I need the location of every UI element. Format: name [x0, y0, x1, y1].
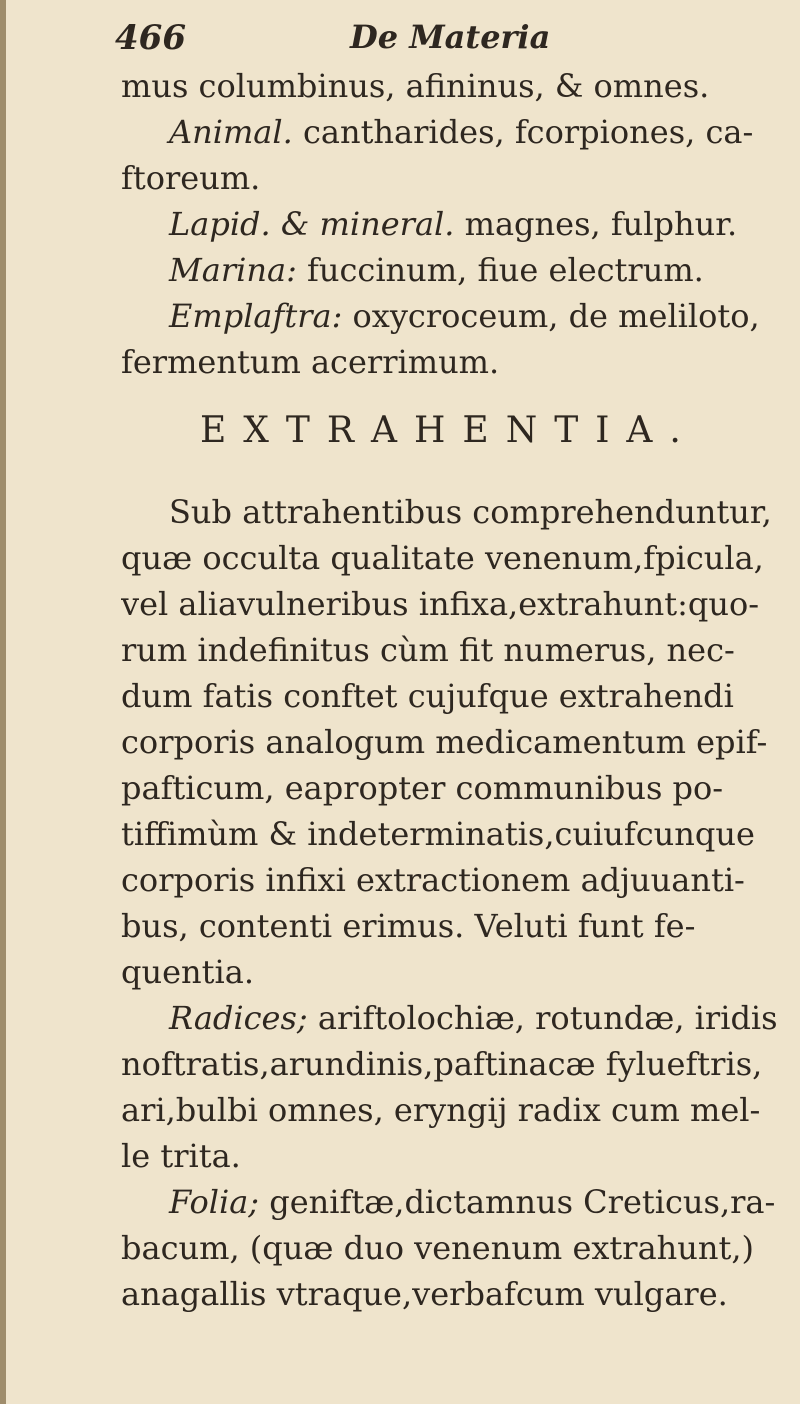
- page-gutter-edge: [0, 0, 6, 1404]
- text-line: [121, 1041, 791, 1087]
- line-text: cantharides, fcorpiones, ca-: [292, 113, 754, 151]
- line-text: ftoreum.: [121, 159, 261, 197]
- line-text: quentia.: [121, 953, 254, 991]
- line-text: bacum, (quæ duo venenum extrahunt,): [121, 1229, 754, 1267]
- text-line: [121, 155, 781, 201]
- line-text: pafticum, eapropter communibus po-: [121, 769, 724, 807]
- text-line: [121, 247, 781, 293]
- text-line: [121, 903, 791, 949]
- text-line: [121, 339, 781, 385]
- text-line: [121, 109, 781, 155]
- text-line: [121, 293, 781, 339]
- text-line: [121, 673, 791, 719]
- line-text: ari,bulbi omnes, eryngij radix cum mel-: [121, 1091, 761, 1129]
- category-label: Lapid. & mineral.: [169, 205, 455, 243]
- text-line: [121, 719, 791, 765]
- line-text: corporis analogum medicamentum epif-: [121, 723, 768, 761]
- text-line: [121, 581, 791, 627]
- category-label: Radices;: [169, 999, 308, 1037]
- line-text: oxycroceum, de meliloto,: [342, 297, 760, 335]
- line-text: ariftolochiæ, rotundæ, iridis: [307, 999, 778, 1037]
- category-label: Folia;: [169, 1183, 260, 1221]
- line-text: Sub attrahentibus comprehenduntur,: [169, 493, 772, 531]
- text-line: [121, 63, 781, 109]
- line-text: corporis infixi extractionem adjuuanti-: [121, 861, 745, 899]
- text-line: [121, 1133, 791, 1179]
- page-header: [115, 8, 715, 64]
- text-line: [121, 1271, 791, 1317]
- running-title: De Materia: [350, 18, 551, 56]
- extrahentia-text: [121, 489, 791, 1317]
- line-text: tiffimùm & indeterminatis,cuiufcunque: [121, 815, 755, 853]
- text-line: [121, 1225, 791, 1271]
- text-line: [121, 1179, 791, 1225]
- text-line: [121, 857, 791, 903]
- text-line: [121, 201, 781, 247]
- line-text: vel aliavulneribus infixa,extrahunt:quo-: [121, 585, 760, 623]
- text-line: [121, 949, 791, 995]
- text-line: [121, 489, 791, 535]
- section-heading: EXTRAHENTIA.: [200, 410, 698, 451]
- line-text: magnes, fulphur.: [454, 205, 738, 243]
- category-label: Animal.: [169, 113, 293, 151]
- line-text: anagallis vtraque,verbafcum vulgare.: [121, 1275, 728, 1313]
- line-text: fermentum acerrimum.: [121, 343, 500, 381]
- category-label: Marina:: [169, 251, 297, 289]
- materia-list: [121, 63, 781, 385]
- category-label: Emplaftra:: [169, 297, 343, 335]
- line-text: bus, contenti erimus. Veluti funt fe-: [121, 907, 696, 945]
- line-text: le trita.: [121, 1137, 241, 1175]
- text-line: [121, 627, 791, 673]
- line-text: mus columbinus, afininus, & omnes.: [121, 67, 710, 105]
- page-number: 466: [115, 18, 186, 58]
- text-line: [121, 535, 791, 581]
- line-text: fuccinum, fiue electrum.: [296, 251, 704, 289]
- line-text: quæ occulta qualitate venenum,fpicula,: [121, 539, 764, 577]
- text-line: [121, 995, 791, 1041]
- text-line: [121, 765, 791, 811]
- line-text: noftratis,arundinis,paftinacæ fylueftris,: [121, 1045, 763, 1083]
- line-text: rum indefinitus cùm fit numerus, nec-: [121, 631, 735, 669]
- line-text: geniftæ,dictamnus Creticus,ra-: [259, 1183, 776, 1221]
- text-line: [121, 811, 791, 857]
- line-text: dum fatis conftet cujufque extrahendi: [121, 677, 734, 715]
- text-line: [121, 1087, 791, 1133]
